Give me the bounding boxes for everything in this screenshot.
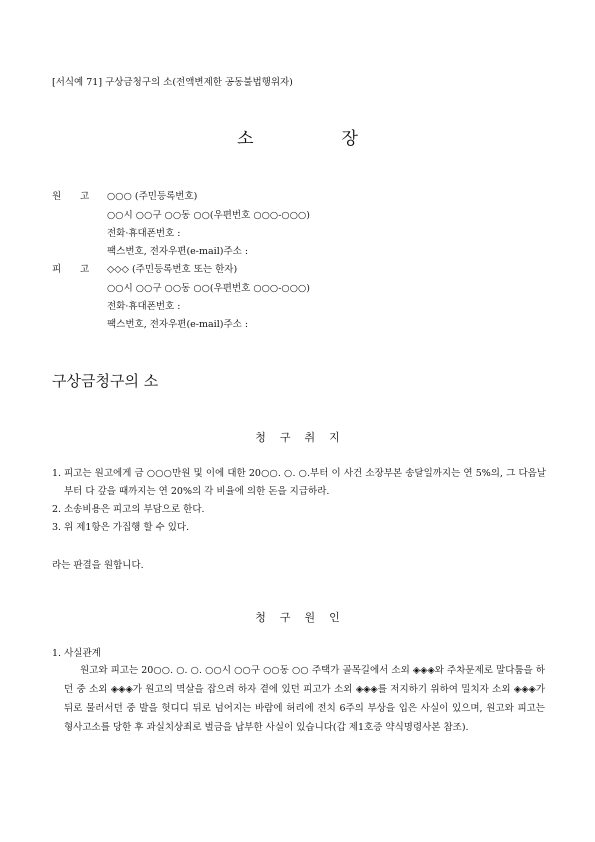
party-label <box>52 298 98 309</box>
facts-paragraph: 원고와 피고는 20○○. ○. ○. ○○시 ○○구 ○○동 ○○ 주택가 골목길에서 소외 ◈◈◈와 주차문제로 말다툼을 하던 중 소외 ◈◈◈가 원고의 멱살을 잡으려 하자 곁에 있던 피고가 소외 ◈◈◈를 저지하기 위하여 밀치자 소외 ◈◈◈가 뒤로 물러서던 중 발을 헛디디 뒤로 넘어지는 바람에 허리에 전치 6주의 부상을 입은 사실이 있으며, 원고와 피고는 형사고소를 당한 후 과실치상죄로 벌금을 납부한 사실이 있습니다(갑 제1호증 약식명령사본 참조). <box>64 665 545 733</box>
document-title-part-2: 장 <box>341 129 358 149</box>
claim-cause-heading: 청 구 원 인 <box>255 611 340 624</box>
item-text: 소송비용은 피고의 부담으로 한다. <box>64 504 205 515</box>
case-title: 구상금청구의 소 <box>52 372 159 390</box>
facts-subheading: 1. 사실관계 <box>52 648 101 659</box>
party-value: ○○○ (주민등록번호) <box>107 191 198 202</box>
item-number: 1. <box>52 468 62 479</box>
party-value: 전화·휴대폰번호 : <box>107 228 181 239</box>
party-label <box>52 316 98 327</box>
item-text: 피고는 원고에게 금 ○○○만원 및 이에 대한 20○○. ○. ○.부터 이 사건 소장부본 송달일까지는 연 5%의, 그 다음날부터 다 갚을 때까지는 연 20%의 각 비율에 의한 돈을 지급하라. <box>64 468 546 497</box>
party-label: 피 고 <box>52 264 90 275</box>
item-number: 2. <box>52 504 62 515</box>
claim-purpose-item <box>52 501 546 519</box>
claim-purpose-item <box>52 465 546 501</box>
party-value: ○○시 ○○구 ○○동 ○○(우편번호 ○○○-○○○) <box>107 210 310 221</box>
claim-purpose-heading: 청 구 취 지 <box>255 431 340 444</box>
claim-closing: 라는 판결을 원합니다. <box>52 560 144 571</box>
party-label <box>52 207 98 218</box>
document-title <box>0 124 595 149</box>
party-value: 팩스번호, 전자우편(e-mail)주소 : <box>107 319 249 330</box>
party-value: 전화·휴대폰번호 : <box>107 301 181 312</box>
party-label <box>52 225 98 236</box>
party-label <box>52 243 98 254</box>
party-value: ◇◇◇ (주민등록번호 또는 한자) <box>107 264 238 275</box>
party-label <box>52 280 98 291</box>
document-title-part-1: 소 <box>237 129 254 149</box>
party-value: ○○시 ○○구 ○○동 ○○(우편번호 ○○○-○○○) <box>107 283 310 294</box>
item-text: 위 제1항은 가집행 할 수 있다. <box>64 522 190 533</box>
item-number: 3. <box>52 522 62 533</box>
party-value: 팩스번호, 전자우편(e-mail)주소 : <box>107 246 249 257</box>
form-number: [서식예 71] 구상금청구의 소(전액변제한 공동불법행위자) <box>52 77 293 88</box>
party-label: 원 고 <box>52 191 90 202</box>
claim-purpose-item <box>52 519 546 537</box>
